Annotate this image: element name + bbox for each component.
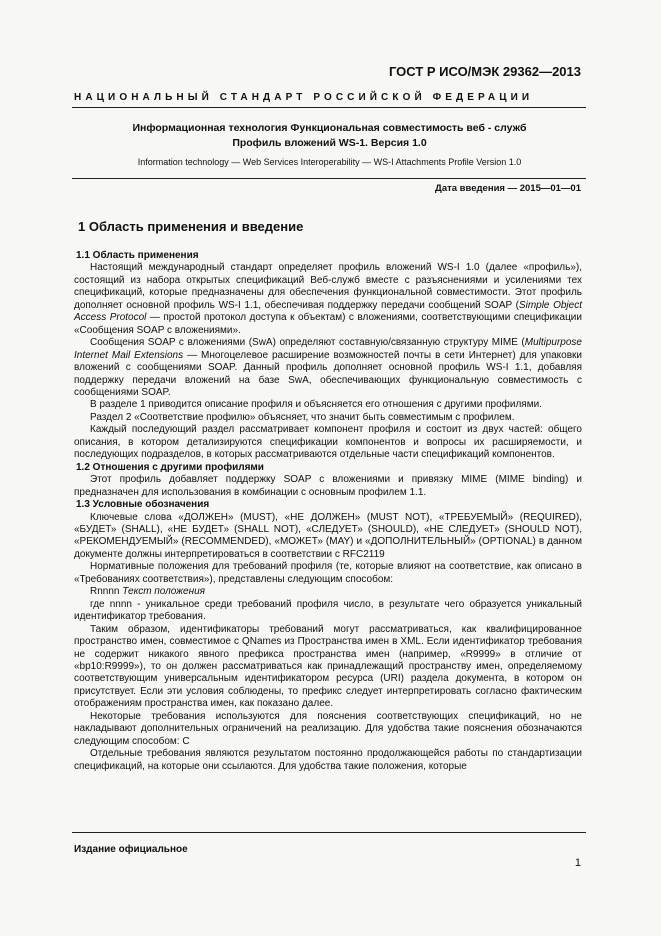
subsection-heading-1-2: 1.2 Отношения с другими профилями	[76, 461, 264, 473]
page-number: 1	[574, 857, 581, 869]
paragraph: Сообщения SOAP с вложениями (SwA) определяют составную/связанную структуру MIME (Multipurpose Internet Mail Extensions — Многоцелевое расширение возможностей почты в сети Интернет) для упаковки вложений с сообщениями SOAP. Данный профиль дополняет основной профиль WS-I 1.1, добавляя поддержку передачи вложений на базе SwA, обеспечивающих функциональную совместимость с сообщениями SOAP.	[74, 337, 583, 398]
effective-date: Дата введения — 2015—01—01	[435, 183, 581, 194]
section-heading: 1 Область применения и введение	[78, 219, 304, 234]
paragraph: Нормативные положения для требований профиля (те, которые влияют на соответствие, как описано в «Требованиях соответствия»), представлены следующим способом:	[74, 561, 582, 585]
requirement-format: Rnnnn Текст положения	[90, 586, 205, 598]
paragraph: Настоящий международный стандарт определяет профиль вложений WS-I 1.0 (далее «профиль»), состоящий из набора открытых спецификаций Веб-служб вместе с разъяснениями и усилениями тех спецификаций, которые предназначены для обеспечения функциональной совместимости. Этот профиль дополняет основной профиль WS-I 1.1, обеспечивая поддержку передачи сообщений SOAP (Simple Object Access Protocol — простой протокол доступа к объектам) с вложениями, соответствующими спецификации «Сообщения SOAP с вложениями».	[74, 262, 582, 336]
title-ru-line2: Профиль вложений WS-1. Версия 1.0	[232, 137, 427, 149]
standard-id: ГОСТ Р ИСО/МЭК 29362—2013	[388, 64, 581, 79]
divider-title	[72, 178, 586, 179]
subsection-heading-1-1: 1.1 Область применения	[76, 250, 199, 261]
paragraph: Некоторые требования используются для пояснения соответствующих спецификаций, но не накладывают дополнительных ограничений на реализацию. Для удобства такие пояснения обозначаются следующим способом: C	[74, 710, 582, 747]
document-body	[74, 250, 582, 773]
divider-footer	[72, 832, 586, 833]
paragraph: Этот профиль добавляет поддержку SOAP с вложениями и привязку MIME (MIME binding) и предназначен для использования в комбинации с основным профилем 1.1.	[74, 474, 582, 498]
national-standard-banner: НАЦИОНАЛЬНЫЙ СТАНДАРТ РОССИЙСКОЙ ФЕДЕРАЦИИ	[74, 92, 534, 103]
title-ru-line1: Информационная технология Функциональная совместимость веб - служб	[132, 122, 527, 134]
edition-note: Издание официальное	[74, 844, 188, 855]
paragraph: Раздел 2 «Соответствие профилю» объясняет, что значит быть совместимым с профилем.	[90, 411, 515, 423]
paragraph: Каждый последующий раздел рассматривает компонент профиля и состоит из двух частей: общего описания, в котором детализируются спецификации компонентов и вопросы их расширяемости, и последующих подразделов, в которых рассматриваются отдельные части спецификаций компонентов.	[74, 424, 582, 461]
paragraph: Таким образом, идентификаторы требований могут рассматриваться, как квалифицированное пространство имен, совместимое с QNames из Пространства имен в XML. Если идентификатор требования не содержит никакого явного префикса пространства имен (например, «R9999» в отличие от «bp10:R9999»), то он должен рассматриваться как принадлежащий пространству имен, определяемому соответствующим универсальным идентификатором ресурса (URI) раздела документа, в котором он присутствует. Если эти условия соблюдены, то префикс следует интерпретировать согласно фактическим отображениям пространства имен, как показано далее.	[74, 623, 582, 710]
paragraph: В разделе 1 приводится описание профиля и объясняется его отношения с другими профилями.	[90, 399, 542, 411]
document-title-ru	[72, 121, 587, 151]
paragraph: где nnnn - уникальное среди требований профиля число, в результате чего образуется уникальный идентификатор требования.	[74, 598, 582, 623]
paragraph: Отдельные требования являются результатом постоянно продолжающейся работы по стандартизации спецификаций, на которые они ссылаются. Для удобства такие положения, которые	[74, 748, 582, 772]
divider-top	[72, 107, 586, 108]
paragraph: Ключевые слова «ДОЛЖЕН» (MUST), «НЕ ДОЛЖЕН» (MUST NOT), «ТРЕБУЕМЫЙ» (REQUIRED), «БУДЕТ» (SHALL), «НЕ БУДЕТ» (SHALL NOT), «СЛЕДУЕТ» (SHOULD), «НЕ СЛЕДУЕТ» (SHOULD NOT), «РЕКОМЕНДУЕМЫЙ» (RECOMMENDED), «МОЖЕТ» (MAY) и «ДОПОЛНИТЕЛЬНЫЙ» (OPTIONAL) в данном документе должны интерпретироваться в соответствии с RFC2119	[74, 511, 582, 560]
document-title-en: Information technology — Web Services Interoperability — WS-I Attachments Profile Version 1.0	[137, 157, 522, 167]
subsection-heading-1-3: 1.3 Условные обозначения	[76, 499, 210, 511]
